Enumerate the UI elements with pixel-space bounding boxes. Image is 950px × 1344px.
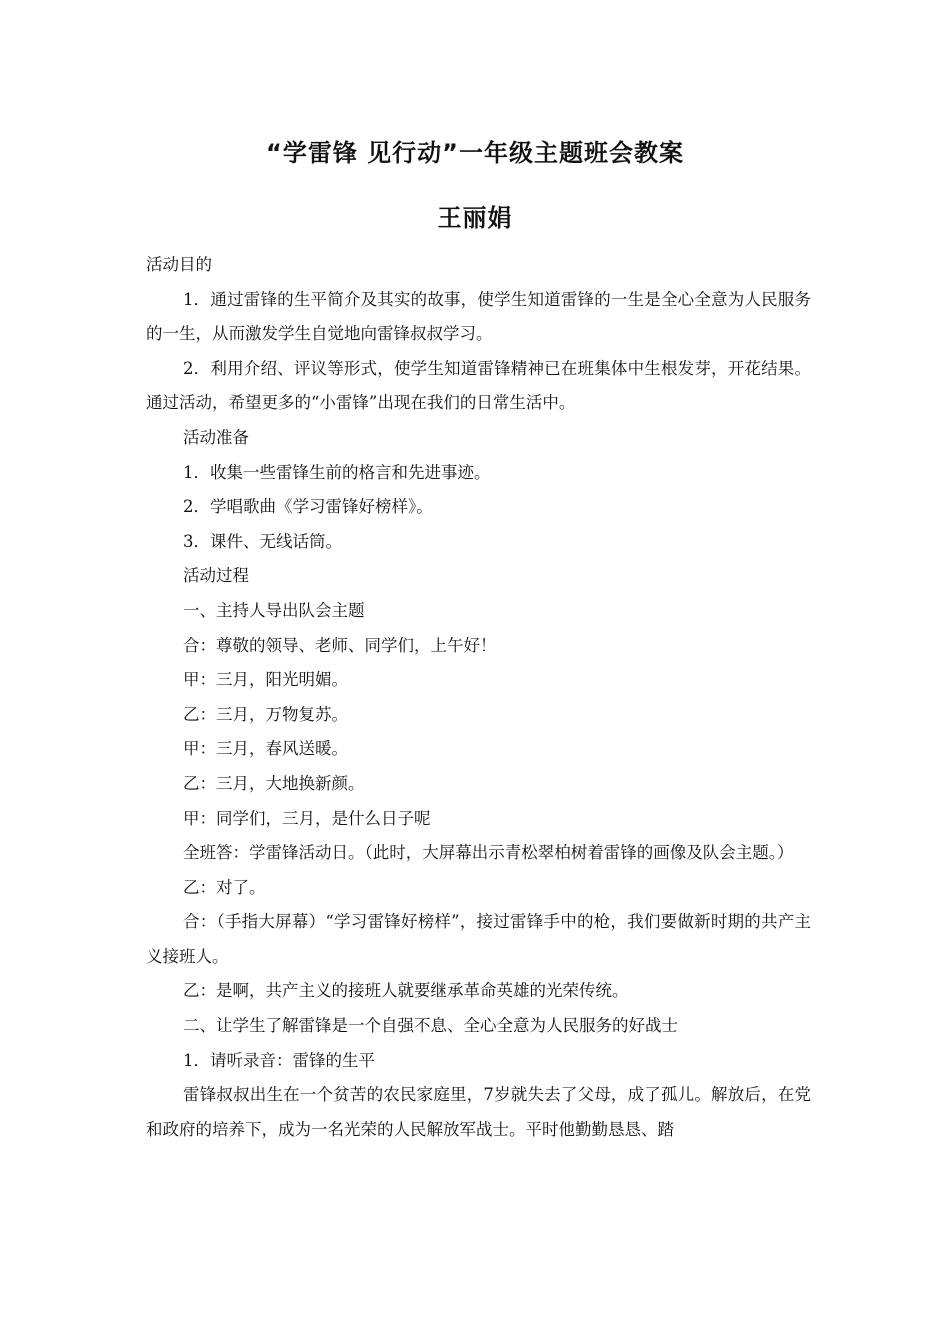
paragraph: 2．学唱歌曲《学习雷锋好榜样》。 <box>183 497 433 517</box>
paragraph: 乙：三月，万物复苏。 <box>183 704 348 724</box>
paragraph: 甲：同学们，三月，是什么日子呢 <box>183 808 431 828</box>
paragraph: 1．收集一些雷锋生前的格言和先进事迹。 <box>183 462 491 482</box>
paragraph: 乙：是啊，共产主义的接班人就要继承革命英雄的光荣传统。 <box>183 981 629 1001</box>
paragraph: 二、让学生了解雷锋是一个自强不息、全心全意为人民服务的好战士 <box>183 1016 678 1036</box>
paragraph: 1．通过雷锋的生平简介及其实的故事，使学生知道雷锋的一生是全心全意为人民服务的一生，从而激发学生自觉地向雷锋叔叔学习。 <box>146 289 811 344</box>
paragraph: 2．利用介绍、评议等形式，使学生知道雷锋精神已在班集体中生根发芽，开花结果。通过活动，希望更多的“小雷锋”出现在我们的日常生活中。 <box>146 358 811 413</box>
paragraph: 3．课件、无线话筒。 <box>183 531 342 551</box>
paragraph: 乙：三月，大地换新颜。 <box>183 773 365 793</box>
document-body <box>146 248 811 1147</box>
paragraph: 全班答：学雷锋活动日。（此时，大屏幕出示青松翠柏树着雷锋的画像及队会主题。） <box>183 843 794 863</box>
paragraph: 雷锋叔叔出生在一个贫苦的农民家庭里，7岁就失去了父母，成了孤儿。解放后，在党和政府的培养下，成为一名光荣的人民解放军战士。平时他勤勤恳恳、踏 <box>146 1085 811 1139</box>
paragraph: 甲：三月，春风送暖。 <box>183 739 348 759</box>
paragraph: 合：尊敬的领导、老师、同学们，上午好！ <box>183 635 497 655</box>
paragraph: 甲：三月，阳光明媚。 <box>183 670 348 690</box>
paragraph: 一、主持人导出队会主题 <box>183 600 365 620</box>
document-title: “学雷锋 见行动”一年级主题班会教案 <box>266 139 684 167</box>
author-name: 王丽娟 <box>437 204 513 232</box>
paragraph: 活动过程 <box>183 566 249 586</box>
paragraph: 合：（手指大屏幕）“学习雷锋好榜样”，接过雷锋手中的枪，我们要做新时期的共产主义接班人。 <box>146 912 811 966</box>
paragraph: 活动目的 <box>146 255 212 274</box>
paragraph: 1．请听录音：雷锋的生平 <box>183 1050 375 1070</box>
paragraph: 活动准备 <box>183 427 249 447</box>
paragraph: 乙：对了。 <box>183 877 266 897</box>
